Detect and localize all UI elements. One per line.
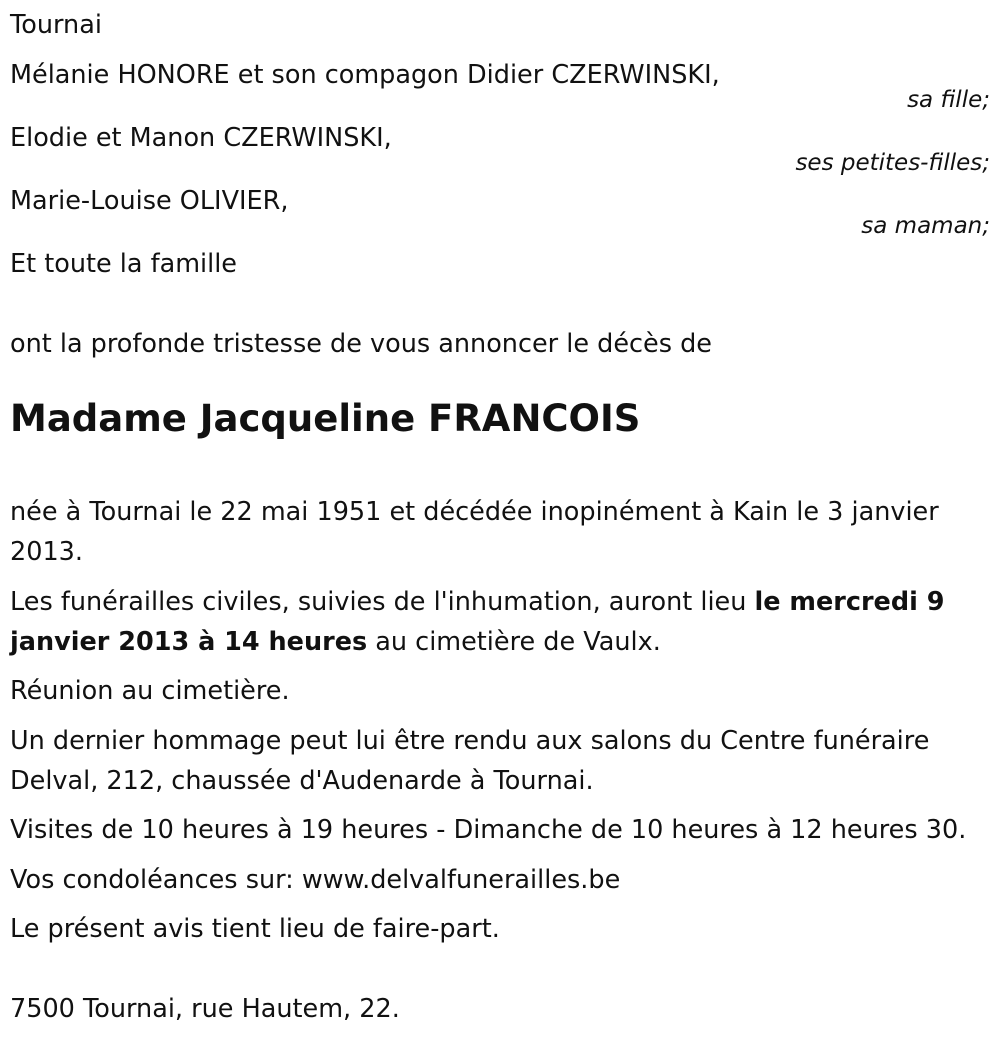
family-member-granddaughters: Elodie et Manon CZERWINSKI, [10, 123, 392, 153]
funeral-suffix: au cimetière de Vaulx. [367, 627, 661, 657]
funeral-prefix: Les funérailles civiles, suivies de l'inhumation, auront lieu [10, 587, 755, 617]
announcement: ont la profonde tristesse de vous annoncer le décès de [10, 329, 712, 359]
family-rest: Et toute la famille [10, 249, 237, 279]
deceased-name: Madame Jacqueline FRANCOIS [10, 397, 641, 440]
relation-granddaughters: ses petites-filles; [795, 150, 990, 176]
family-member-daughter: Mélanie HONORE et son compagon Didier CZERWINSKI, [10, 60, 720, 90]
address: 7500 Tournai, rue Hautem, 22. [10, 994, 400, 1024]
visits-info: Visites de 10 heures à 19 heures - Dimanche de 10 heures à 12 heures 30. [10, 815, 967, 845]
homage-info: Un dernier hommage peut lui être rendu aux salons du Centre funéraire Delval, 212, chaussée d'Audenarde à Tournai. [10, 726, 930, 796]
condolences-info: Vos condoléances sur: www.delvalfunerailles.be [10, 865, 621, 895]
notice-info: Le présent avis tient lieu de faire-part. [10, 914, 500, 944]
relation-daughter: sa fille; [907, 87, 990, 113]
birth-death-info: née à Tournai le 22 mai 1951 et décédée inopinément à Kain le 3 janvier 2013. [10, 497, 939, 567]
funeral-date-time: le mercredi 9 janvier 2013 à 14 heures [10, 587, 945, 657]
relation-mother: sa maman; [861, 213, 990, 239]
meeting-info: Réunion au cimetière. [10, 676, 290, 706]
family-member-mother: Marie-Louise OLIVIER, [10, 186, 289, 216]
funeral-info [10, 582, 985, 662]
city: Tournai [10, 10, 102, 40]
